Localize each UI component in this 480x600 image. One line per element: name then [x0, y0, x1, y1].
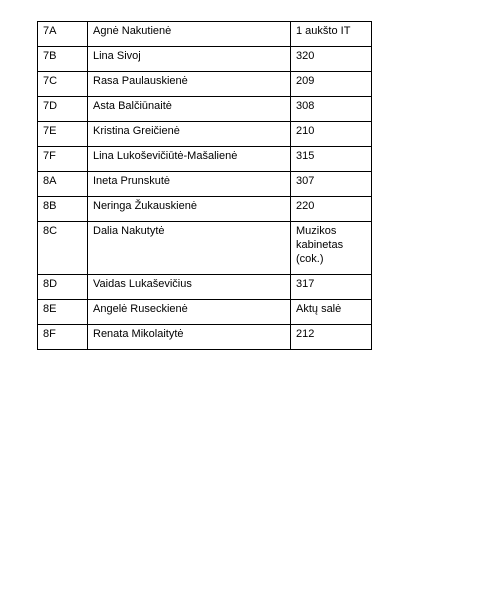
room-cell: 210 — [291, 122, 372, 147]
teacher-cell: Dalia Nakutytė — [88, 222, 291, 275]
room-cell: 220 — [291, 197, 372, 222]
table-body — [38, 22, 372, 350]
room-cell: 317 — [291, 275, 372, 300]
table-row — [38, 275, 372, 300]
table-row — [38, 47, 372, 72]
table-row — [38, 172, 372, 197]
table-row — [38, 147, 372, 172]
class-room-table — [37, 21, 372, 350]
class-cell: 7D — [38, 97, 88, 122]
class-cell: 7A — [38, 22, 88, 47]
teacher-cell: Asta Balčiūnaitė — [88, 97, 291, 122]
table-row — [38, 72, 372, 97]
class-cell: 7B — [38, 47, 88, 72]
table-row — [38, 300, 372, 325]
class-cell: 8C — [38, 222, 88, 275]
room-cell: 1 aukšto IT — [291, 22, 372, 47]
class-cell: 7F — [38, 147, 88, 172]
teacher-cell: Vaidas Lukaševičius — [88, 275, 291, 300]
class-cell: 7C — [38, 72, 88, 97]
class-cell: 8A — [38, 172, 88, 197]
table-row — [38, 222, 372, 275]
teacher-cell: Kristina Greičienė — [88, 122, 291, 147]
room-cell: 209 — [291, 72, 372, 97]
teacher-cell: Renata Mikolaitytė — [88, 325, 291, 350]
room-cell: Aktų salė — [291, 300, 372, 325]
room-cell: 307 — [291, 172, 372, 197]
teacher-cell: Angelė Ruseckienė — [88, 300, 291, 325]
table-row — [38, 22, 372, 47]
table-row — [38, 197, 372, 222]
table-row — [38, 97, 372, 122]
room-cell: 320 — [291, 47, 372, 72]
class-cell: 8F — [38, 325, 88, 350]
table-row — [38, 122, 372, 147]
teacher-cell: Agnė Nakutienė — [88, 22, 291, 47]
class-cell: 8E — [38, 300, 88, 325]
room-cell: 308 — [291, 97, 372, 122]
room-cell: Muzikos kabinetas (cok.) — [291, 222, 372, 275]
class-cell: 8D — [38, 275, 88, 300]
teacher-cell: Neringa Žukauskienė — [88, 197, 291, 222]
teacher-cell: Ineta Prunskutė — [88, 172, 291, 197]
class-cell: 7E — [38, 122, 88, 147]
class-cell: 8B — [38, 197, 88, 222]
room-cell: 212 — [291, 325, 372, 350]
table-row — [38, 325, 372, 350]
teacher-cell: Rasa Paulauskienė — [88, 72, 291, 97]
teacher-cell: Lina Lukoševičiūtė-Mašalienė — [88, 147, 291, 172]
room-cell: 315 — [291, 147, 372, 172]
teacher-cell: Lina Sivoj — [88, 47, 291, 72]
